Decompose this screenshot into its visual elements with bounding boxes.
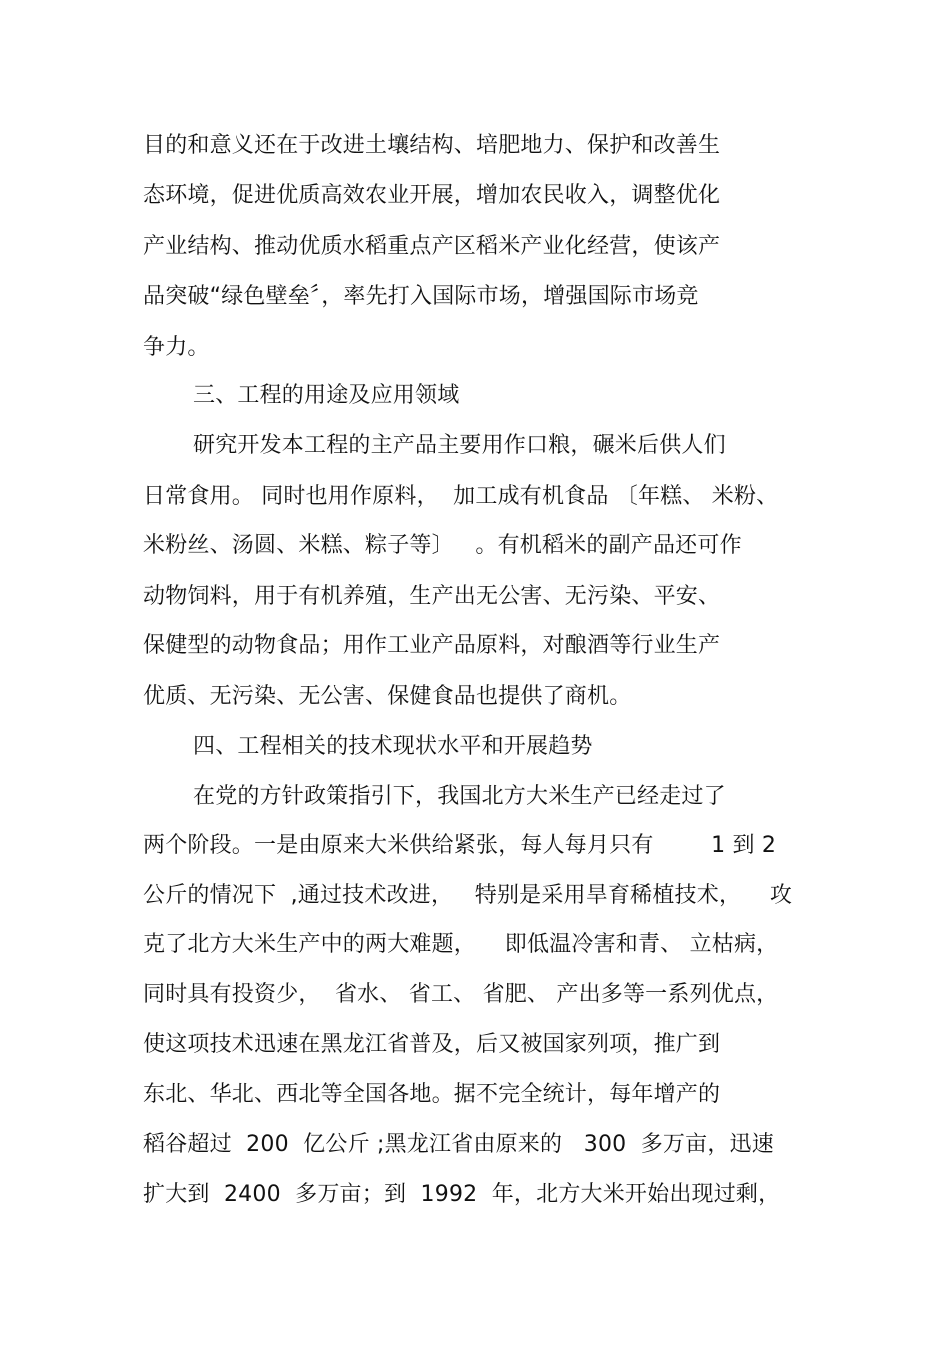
paragraph-line: 目的和意义还在于改进土壤结构、培肥地力、保护和改善生 <box>143 133 721 158</box>
paragraph-line: 产业结构、推动优质水稻重点产区稻米产业化经营，使该产 <box>143 234 721 259</box>
paragraph-line: 克了北方大米生产中的两大难题， 即低温冷害和青、 立枯病， <box>143 932 779 957</box>
paragraph-line: 研究开发本工程的主产品主要用作口粮，碾米后供人们 <box>193 433 726 458</box>
paragraph-line: 东北、华北、西北等全国各地。据不完全统计，每年增产的 <box>143 1082 721 1107</box>
paragraph-line: 使这项技术迅速在黑龙江省普及，后又被国家列项，推广到 <box>143 1032 721 1057</box>
paragraph-line: 在党的方针政策指引下，我国北方大米生产已经走过了 <box>193 784 726 809</box>
paragraph-line: 保健型的动物食品；用作工业产品原料，对酿酒等行业生产 <box>143 633 721 658</box>
paragraph-line: 两个阶段。一是由原来大米供给紧张，每人每月只有 1 到 2 <box>143 833 777 858</box>
paragraph-line: 动物饲料，用于有机养殖，生产出无公害、无污染、平安、 <box>143 584 721 609</box>
paragraph-line: 米粉丝、汤圆、米糕、粽子等〕 。有机稻米的副产品还可作 <box>143 533 742 558</box>
paragraph-line: 争力。 <box>143 335 210 360</box>
paragraph-line: 稻谷超过 200 亿公斤 ;黑龙江省由原来的 300 多万亩，迅速 <box>143 1132 774 1157</box>
section-heading: 四、工程相关的技术现状水平和开展趋势 <box>193 734 593 759</box>
paragraph-line: 公斤的情况下 ,通过技术改进， 特别是采用旱育稀植技术， 攻 <box>143 883 793 908</box>
paragraph-line: 品突破“绿色壁垒〞，率先打入国际市场，增强国际市场竞 <box>143 284 699 309</box>
paragraph-line: 态环境，促进优质高效农业开展，增加农民收入，调整优化 <box>143 183 721 208</box>
paragraph-line: 扩大到 2400 多万亩；到 1992 年，北方大米开始出现过剩， <box>143 1182 781 1207</box>
paragraph-line: 优质、无污染、无公害、保健食品也提供了商机。 <box>143 684 632 709</box>
section-heading: 三、工程的用途及应用领域 <box>193 383 460 408</box>
paragraph-line: 日常食用。 同时也用作原料， 加工成有机食品 〔年糕、 米粉、 <box>143 484 779 509</box>
paragraph-line: 同时具有投资少， 省水、 省工、 省肥、 产出多等一系列优点， <box>143 982 779 1007</box>
